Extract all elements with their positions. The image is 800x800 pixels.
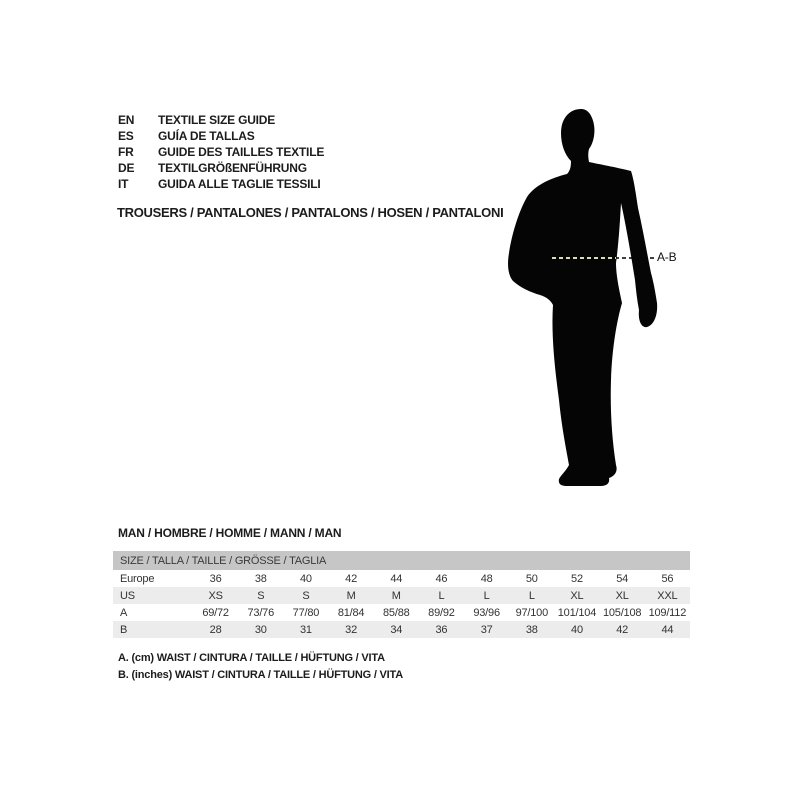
language-code: DE [118, 161, 135, 175]
size-cell: 40 [571, 623, 583, 636]
category-heading: TROUSERS / PANTALONES / PANTALONS / HOSEN / PANTALONI [117, 205, 504, 220]
gender-heading: MAN / HOMBRE / HOMME / MANN / MAN [118, 526, 342, 540]
size-cell: 52 [571, 572, 583, 585]
size-table-row-us [113, 587, 690, 604]
size-cell: 44 [390, 572, 403, 585]
footnote-waist-inches: B. (inches) WAIST / CINTURA / TAILLE / HÜFTUNG / VITA [118, 669, 403, 681]
language-row-es [118, 128, 324, 144]
size-table-header: SIZE / TALLA / TAILLE / GRÖSSE / TAGLIA [113, 551, 690, 570]
footnote-waist-cm: A. (cm) WAIST / CINTURA / TAILLE / HÜFTUNG / VITA [118, 652, 385, 664]
language-code: EN [118, 113, 135, 127]
size-cell: L [438, 589, 445, 602]
size-cell: 44 [661, 623, 674, 636]
size-cell: 38 [525, 623, 538, 636]
row-label: B [120, 623, 128, 636]
size-cell: XS [208, 589, 223, 602]
language-label: GUÍA DE TALLAS [158, 129, 255, 143]
size-cell: 34 [390, 623, 403, 636]
language-label: TEXTILE SIZE GUIDE [158, 113, 276, 127]
waist-measure-label: A-B [657, 250, 677, 264]
size-cell: 89/92 [428, 606, 455, 619]
row-label: US [120, 589, 135, 602]
size-cell: XL [615, 589, 629, 602]
size-table-row-europe [113, 570, 690, 587]
size-cell: 46 [435, 572, 448, 585]
size-cell: 101/104 [557, 606, 597, 619]
footnotes [118, 650, 403, 684]
size-table [113, 551, 690, 638]
size-cell: 28 [209, 623, 222, 636]
size-table-header-row [113, 551, 690, 570]
size-cell: 36 [435, 623, 448, 636]
size-table-row-b [113, 621, 690, 638]
size-cell: 81/84 [337, 606, 365, 619]
size-cell: 109/112 [648, 606, 687, 619]
size-cell: 40 [300, 572, 312, 585]
language-label: TEXTILGRÖßENFÜHRUNG [158, 161, 307, 175]
size-cell: 42 [616, 623, 629, 636]
language-row-it [118, 176, 324, 192]
size-cell: L [528, 589, 535, 602]
size-cell: 38 [254, 572, 267, 585]
row-label: Europe [120, 572, 155, 585]
size-cell: 54 [616, 572, 629, 585]
size-cell: 93/96 [473, 606, 500, 619]
size-cell: S [257, 589, 265, 602]
size-cell: 73/76 [247, 606, 275, 619]
size-cell: XL [570, 589, 584, 602]
size-table-row-a [113, 604, 690, 621]
size-cell: 105/108 [602, 606, 642, 619]
size-cell: 36 [209, 572, 222, 585]
size-cell: 32 [345, 623, 358, 636]
size-cell: 69/72 [202, 606, 229, 619]
size-cell: M [391, 589, 401, 602]
size-cell: 30 [254, 623, 267, 636]
language-code: ES [118, 129, 134, 143]
size-cell: 37 [480, 623, 493, 636]
size-cell: 56 [661, 572, 674, 585]
size-cell: L [483, 589, 490, 602]
language-row-fr [118, 144, 324, 160]
language-label: GUIDA ALLE TAGLIE TESSILI [158, 177, 321, 191]
language-row-en [118, 112, 324, 128]
language-list [118, 112, 324, 192]
size-cell: 42 [345, 572, 358, 585]
size-cell: 31 [300, 623, 312, 636]
language-label: GUIDE DES TAILLES TEXTILE [158, 145, 325, 159]
size-cell: 50 [525, 572, 538, 585]
man-silhouette [495, 105, 705, 495]
size-cell: XXL [657, 589, 678, 602]
man-body-shape [508, 109, 657, 486]
size-cell: 97/100 [515, 606, 549, 619]
language-row-de [118, 160, 324, 176]
size-table-body [113, 570, 690, 638]
size-cell: 77/80 [292, 606, 320, 619]
size-cell: 85/88 [383, 606, 410, 619]
size-cell: 48 [480, 572, 493, 585]
size-cell: S [302, 589, 310, 602]
row-label: A [120, 606, 128, 619]
language-code: FR [118, 145, 134, 159]
language-code: IT [118, 177, 129, 191]
size-cell: M [346, 589, 356, 602]
